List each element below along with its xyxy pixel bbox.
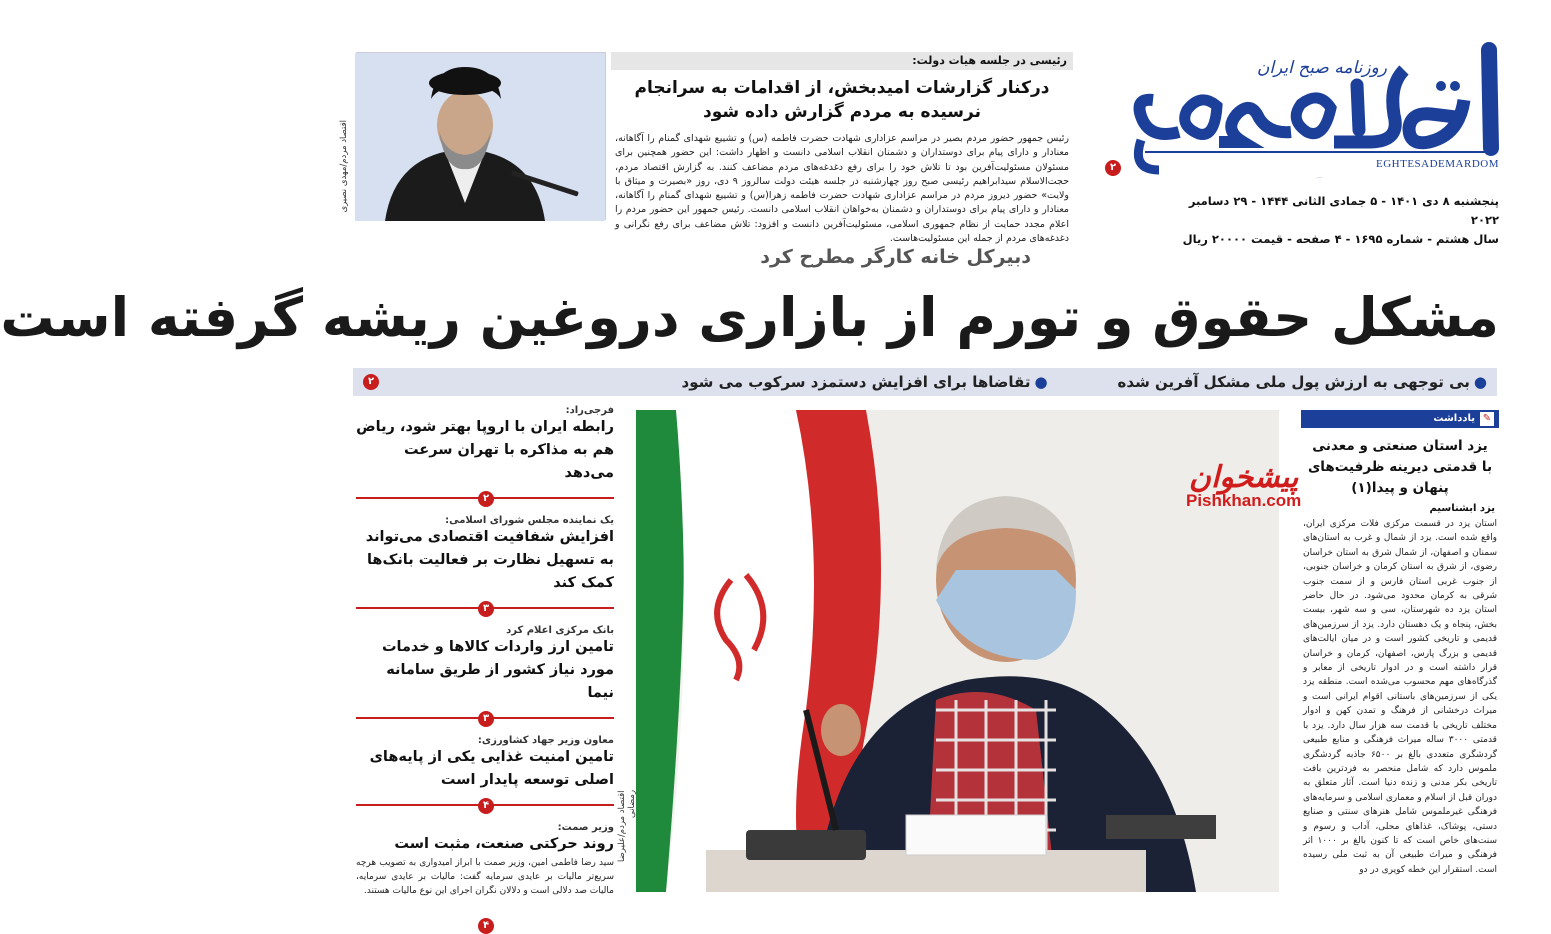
editorial-label-text: یادداشت — [1433, 413, 1475, 424]
sub-headline-band — [353, 368, 1497, 396]
brief-title[interactable]: تامین امنیت غذایی یکی از پایه‌های اصلی توسعه پایدار است — [369, 749, 614, 788]
pishkhan-watermark — [1186, 460, 1301, 511]
news-brief[interactable] — [356, 625, 614, 727]
date-line: پنجشنبه ۸ دی ۱۴۰۱ - ۵ جمادی الثانی ۱۴۴۴ - ۲۹ دسامبر ۲۰۲۲ — [1188, 194, 1499, 227]
issue-info — [1169, 192, 1499, 249]
main-page-badge[interactable]: ۲ — [363, 374, 379, 390]
photo-illustration — [636, 410, 1279, 892]
brief-title[interactable]: رابطه ایران با اروپا بهتر شود، ریاض هم به مذاکره با تهران سرعت می‌دهد — [356, 419, 614, 481]
brief-page-badge[interactable]: ۲ — [478, 491, 494, 507]
center-photo-credit: اقتصاد مردم/علیرضا رمضانی — [617, 790, 637, 862]
newspaper-tagline: روزنامه صبح ایران — [1256, 58, 1387, 78]
bullet-icon: ● — [1034, 373, 1048, 391]
masthead — [1119, 30, 1499, 246]
news-brief[interactable] — [356, 735, 614, 814]
brief-kicker: معاون وزیر جهاد کشاورزی: — [477, 735, 614, 746]
news-brief[interactable] — [356, 405, 614, 507]
brief-page-badge[interactable]: ۴ — [478, 798, 494, 814]
news-briefs-column — [356, 405, 614, 931]
main-headline[interactable]: مشکل حقوق و تورم از بازاری دروغین ریشه گرفته است — [0, 286, 1499, 349]
top-story-title[interactable]: درکنار گزارشات امیدبخش، از اقدامات به سرانجام نرسیده به مردم گزارش داده شود — [634, 78, 1050, 122]
brief-kicker: وزیر صمت: — [557, 822, 614, 833]
pen-icon: ✎ — [1480, 412, 1494, 426]
watermark-persian: پیشخوان — [1188, 460, 1299, 495]
news-brief[interactable] — [356, 515, 614, 617]
editorial-title[interactable]: یزد استان صنعتی و معدنی با قدمتی دیرینه ظرفیت‌های پنهان و پیدا(۱) — [1307, 438, 1493, 496]
logo-name-text: اقتصاد مردم — [1316, 178, 1322, 179]
issue-line: سال هشتم - شماره ۱۶۹۵ - ۴ صفحه - قیمت ۲۰۰۰۰ ریال — [1182, 232, 1499, 246]
editorial-label — [1301, 410, 1499, 428]
brief-page-badge[interactable]: ۳ — [478, 601, 494, 617]
editorial-author: یزد ابشناسیم — [1429, 503, 1495, 514]
top-photo-credit: اقتصاد مردم/مهدی نصیری — [339, 120, 349, 213]
brief-page-badge[interactable]: ۳ — [478, 711, 494, 727]
top-story-kicker: رئیسی در جلسه هیات دولت: — [611, 52, 1073, 70]
top-story[interactable] — [611, 52, 1073, 245]
brief-title[interactable]: افزایش شفافیت اقتصادی می‌تواند به تسهیل نظارت بر فعالیت بانک‌ها کمک کند — [365, 529, 614, 591]
center-photo — [636, 410, 1279, 892]
brief-body: سید رضا فاطمی امین، وزیر صمت با ابراز امیدواری به تصویب هرچه سریع‌تر مالیات بر عایدی سرمایه گفت: مالیات بر عایدی سرمایه، مالیات صد دلالی است و دلالان نگران اجرای این نوع مالیات هستند. — [356, 858, 614, 896]
watermark-latin: Pishkhan.com — [1186, 491, 1302, 510]
newspaper-latin-name: EGHTESADEMARDOM — [1376, 158, 1499, 170]
top-story-body: رئیس جمهور حضور مردم بصیر در مراسم عزاداری شهادت حضرت فاطمه (س) و تشییع شهدای گمنام را آگاهانه، معنادار و دارای پیام برای دوستداران و دشمنان انقلاب اسلامی دانست و اظهار داشت: این حضور همچنین برای مسئولان مسئولیت‌آفرین بود تا تلاش خود را برای رفع دغدغه‌های مردم مضاعف کنند. به گزارش اقتصاد مردم، حجت‌الاسلام سیدابراهیم رئیسی صبح روز چهارشنبه در جلسه هیئت دولت سالروز ۹ دی، روز «بصیرت و میثاق با ولایت» حضور دیروز مردم در مراسم عزاداری شهادت حضرت فاطمه زهرا(س) و تشییع شهدای گمنام را آگاهانه، معنادار و دارای پیام برای دوستداران و دشمنان به‌خواهان انقلاب اسلامی دانست. رئیس جمهور این حضور مردم را اعلام مجدد حمایت از نظام جمهوری اسلامی، مسئولیت‌آفرین دانست و افزود: تلاش مضاعف برای رفع نگرانی و دغدغه‌های مردم از جمله این مسئولیت‌هاست. — [615, 133, 1069, 245]
top-story-photo — [356, 52, 606, 220]
brief-page-badge[interactable]: ۴ — [478, 918, 494, 934]
top-story-page-badge[interactable]: ۲ — [1105, 160, 1121, 176]
sub-headline-2-text: تقاضاها برای افزایش دستمزد سرکوب می شود — [681, 373, 1031, 391]
brief-title[interactable]: روند حرکتی صنعت، مثبت است — [394, 836, 614, 852]
portrait-illustration — [355, 53, 605, 221]
news-brief[interactable] — [356, 822, 614, 931]
brief-kicker: بانک مرکزی اعلام کرد — [506, 625, 614, 636]
sub-headline-1[interactable] — [1118, 373, 1487, 391]
bullet-icon: ● — [1473, 373, 1487, 391]
sub-headline-1-text: بی توجهی به ارزش پول ملی مشکل آفرین شده — [1117, 373, 1470, 391]
editorial-column — [1301, 410, 1499, 892]
main-kicker: دبیرکل خانه کارگر مطرح کرد — [760, 246, 1031, 268]
brief-title[interactable]: تامین ارز واردات کالاها و خدمات مورد نیاز کشور از طریق سامانه نیما — [381, 639, 614, 701]
brief-kicker: یک نماینده مجلس شورای اسلامی: — [445, 515, 614, 526]
editorial-body: استان یزد در قسمت مرکزی فلات مرکزی ایران، واقع شده است. یزد از شمال و غرب به استان‌های سمنان و اصفهان، از شمال شرق به استان خراسان رضوی، از شرق به استان کرمان و خراسان جنوبی، از جنوب غربی استان فارس و از سمت جنوب شرقی به کرمان محدود می‌شود. در حال حاضر استان یزد ده شهرستان، سی و سه شهر، بیست بخش، پنجاه و یک دهستان دارد. یزد از سرزمین‌های قدیمی و تاریخی کشور است و در میان ایالت‌های قدیمی و بزرگ پارس، اصفهان، کرمان و خراسان قرار داشته است و در ادوار تاریخی از معابر و گذرگاه‌های مهم محسوب می‌شده است. منطقه یزد یکی از سرزمین‌های باستانی اقوام ایرانی است و میراث درخشانی از فرهنگ و تمدن کهن و ادوار مختلف تاریخی با قدمت سه هزار سال دارد. یزد با قدمتی ۳۰۰۰ ساله میراث فرهنگی و منابع طبیعی گردشگری متعددی بالغ بر ۶۵۰۰ جاذبه گردشگری ملموس دارد که شامل منحصر به فردترین بافت تاریخی بکر مدنی و زنده دنیا است. آثار متعلق به دوران قبل از اسلام و معماری اسلامی و سرمایه‌های فرهنگی غیرملموس شامل هنرهای سنتی و صنایع دستی، پوشاک، غذاهای محلی، آداب و رسوم و سنت‌های خاص است که تا کنون بالغ بر ۱۰۰۰ اثر فرهنگی و میراث طبیعی آن به ثبت ملی رسیده است. استقرار این خطه کویری در دو — [1303, 519, 1497, 875]
sub-headline-2[interactable] — [682, 373, 1048, 391]
brief-kicker: فرجی‌راد: — [565, 405, 614, 416]
